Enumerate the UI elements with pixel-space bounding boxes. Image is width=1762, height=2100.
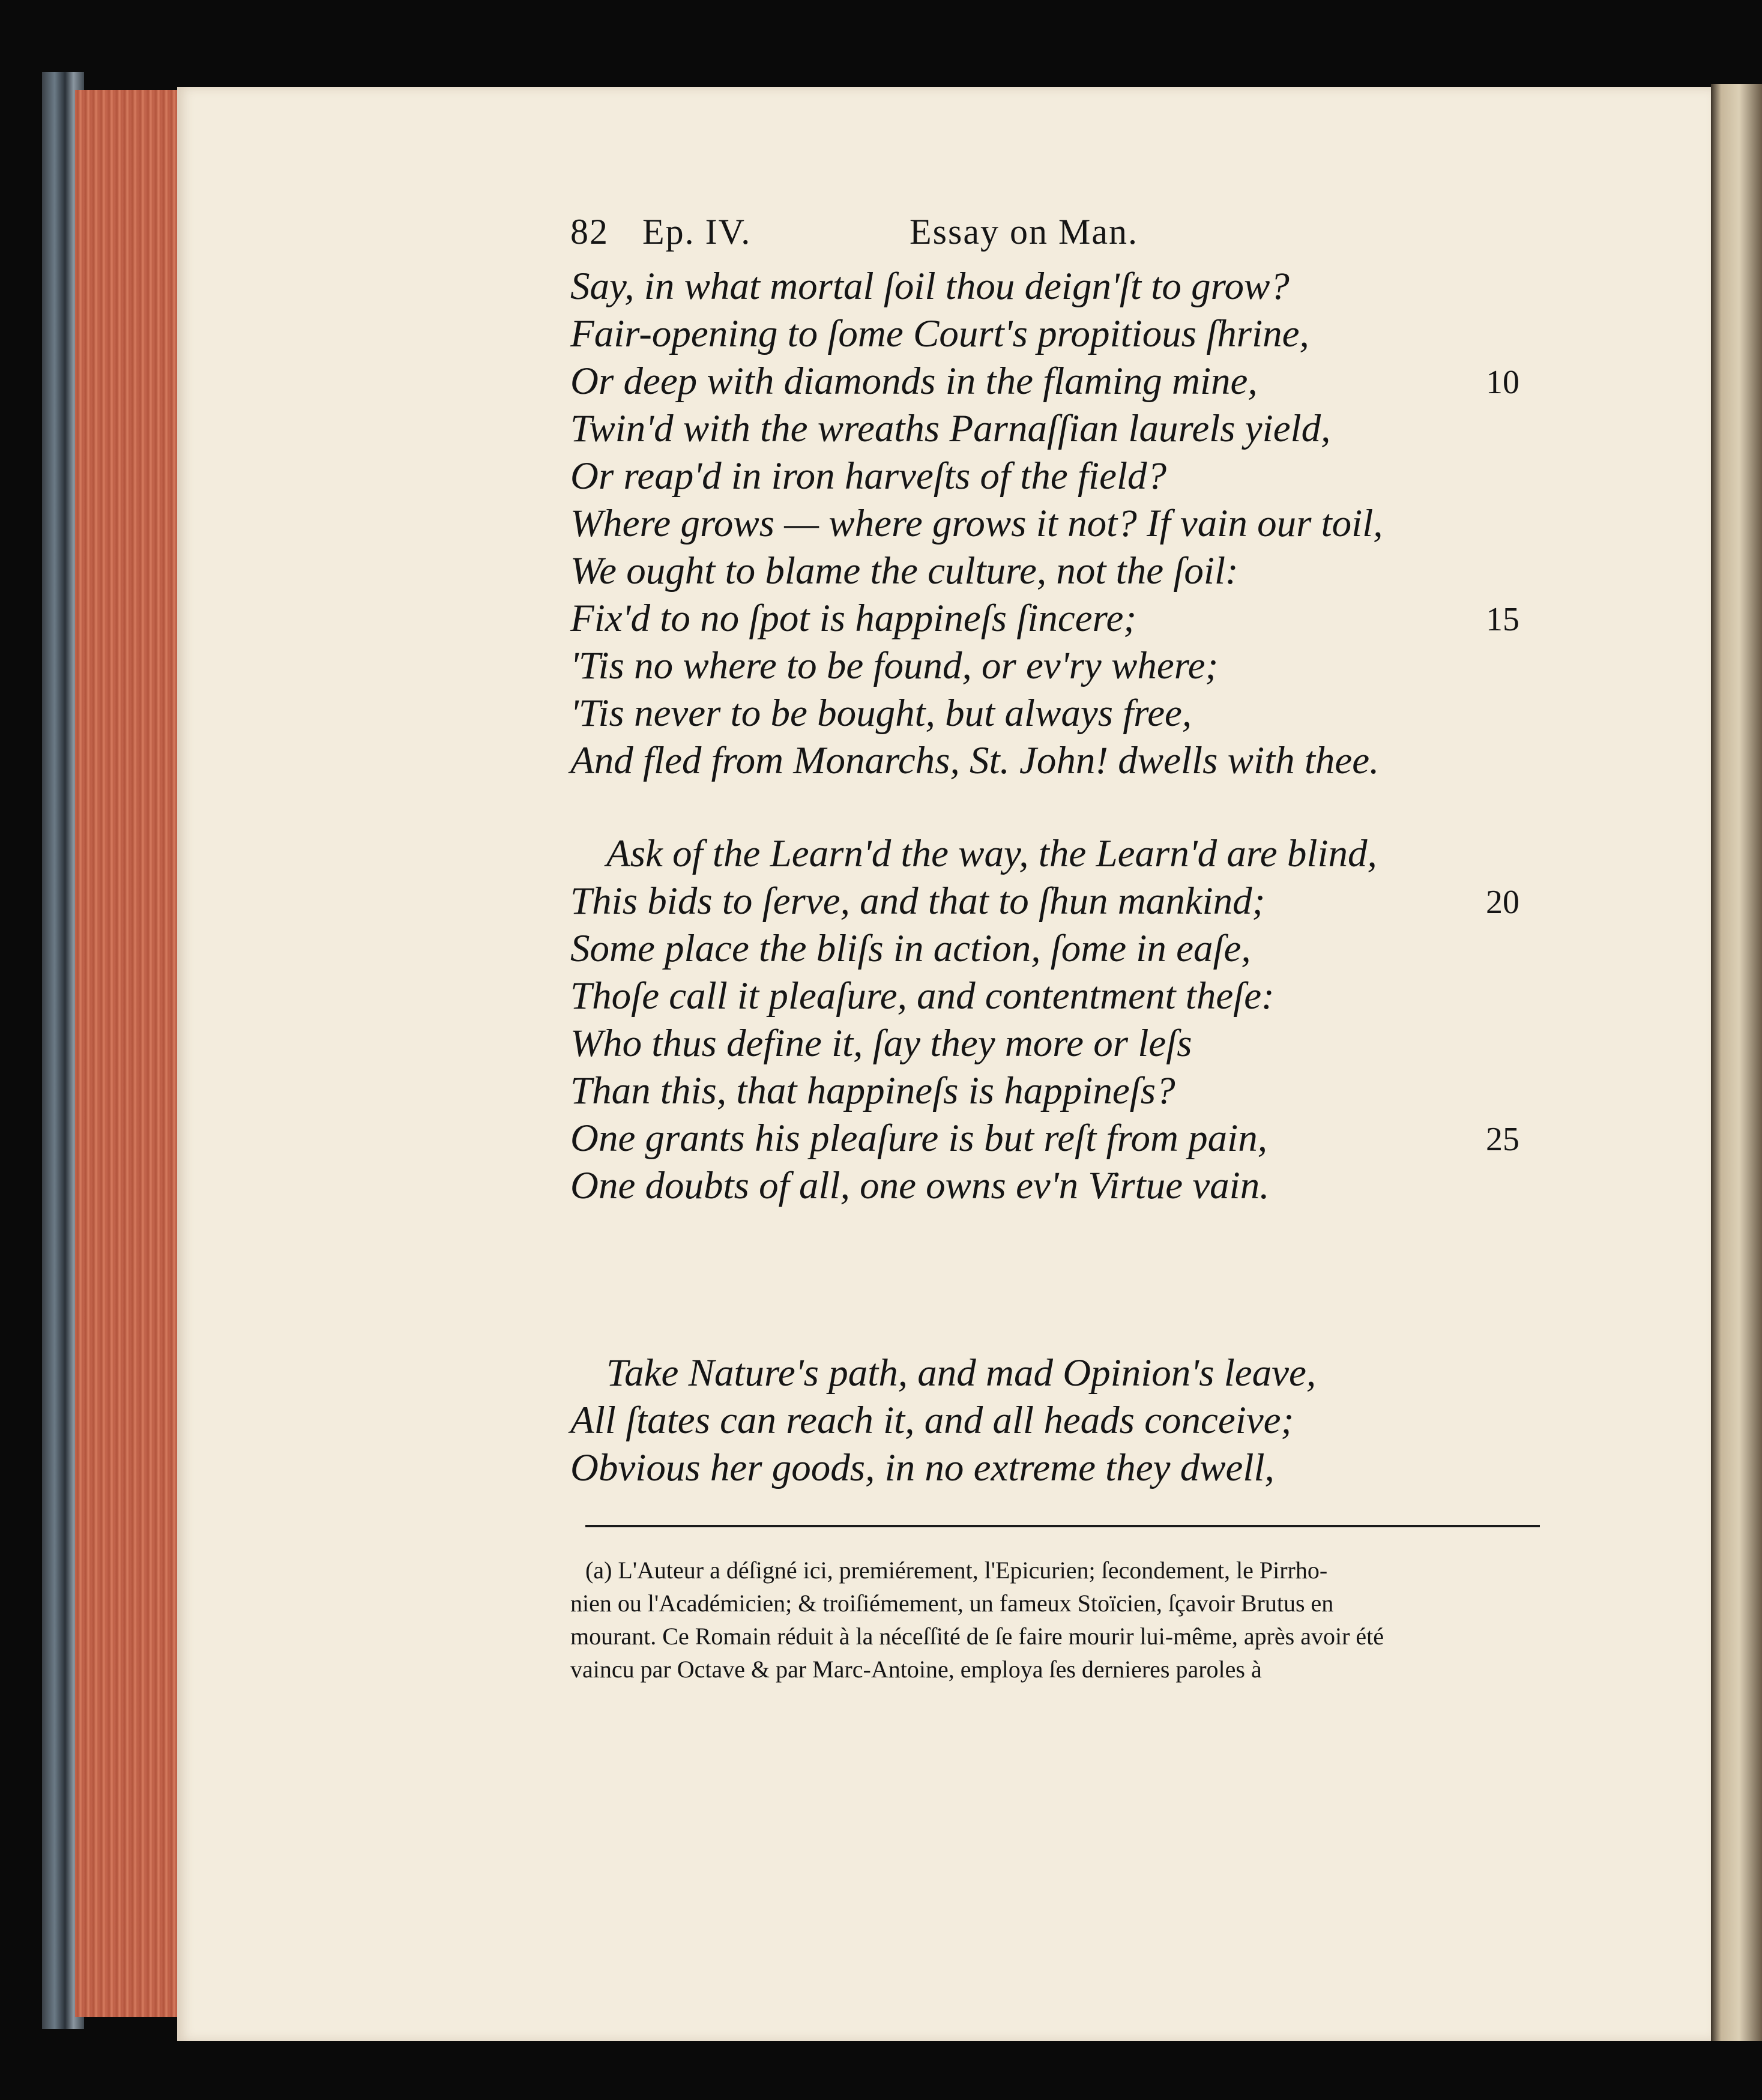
verse-line: All ſtates can reach it, and all heads conceive; (570, 1399, 1294, 1442)
book-title: Essay on Man. (910, 212, 1138, 252)
verse-line: And fled from Monarchs, St. John! dwells with thee. (570, 739, 1380, 782)
line-number: 25 (1486, 1121, 1519, 1158)
line-number: 10 (1486, 364, 1519, 401)
footnote-line: mourant. Ce Romain réduit à la néceſſité de ſe faire mourir lui-même, après avoir été (570, 1623, 1384, 1650)
verse-line: Fix'd to no ſpot is happineſs ſincere; (570, 597, 1137, 640)
verse-line: Or reap'd in iron harveſts of the field? (570, 454, 1167, 498)
verse-line: Twin'd with the wreaths Parnaſſian laurels yield, (570, 407, 1331, 450)
line-number: 15 (1486, 601, 1519, 638)
footnote-line: vaincu par Octave & par Marc-Antoine, employa ſes dernieres paroles à (570, 1656, 1262, 1683)
verse-line: Than this, that happineſs is happineſs? (570, 1069, 1175, 1112)
verse-line: This bids to ſerve, and that to ſhun mankind; (570, 880, 1266, 923)
verse-line: We ought to blame the culture, not the ſoil: (570, 549, 1239, 593)
footnote-line: nien ou l'Académicien; & troiſiémement, un fameux Stoïcien, ſçavoir Brutus en (570, 1590, 1334, 1617)
running-header (570, 211, 1543, 259)
verse-line: Thoſe call it pleaſure, and contentment theſe: (570, 974, 1275, 1018)
verse-line: One grants his pleaſure is but reſt from pain, (570, 1117, 1267, 1160)
verse-line: Who thus define it, ſay they more or leſs (570, 1022, 1192, 1065)
verse-line: Fair-opening to ſome Court's propitious ſhrine, (570, 312, 1309, 355)
verse-line: 'Tis never to be bought, but always free, (570, 692, 1192, 735)
verse-line: Say, in what mortal ſoil thou deign'ſt to grow? (570, 265, 1290, 308)
line-number: 20 (1486, 884, 1519, 921)
epistle-label: Ep. IV. (642, 212, 752, 252)
verse-line: 'Tis no where to be found, or ev'ry where; (570, 644, 1219, 687)
verse-line: One doubts of all, one owns ev'n Virtue vain. (570, 1164, 1270, 1207)
verse-line: Obvious her goods, in no extreme they dwell, (570, 1446, 1275, 1489)
page-number: 82 (570, 212, 609, 252)
footnote-line: (a) L'Auteur a déſigné ici, premiérement, l'Epicurien; ſecondement, le Pirrho- (585, 1557, 1328, 1584)
verse-line: Take Nature's path, and mad Opinion's leave, (606, 1351, 1317, 1395)
verse-line: Where grows — where grows it not? If vain our toil, (570, 502, 1383, 545)
verse-line: Ask of the Learn'd the way, the Learn'd are blind, (606, 832, 1377, 875)
footnote-rule (585, 1525, 1540, 1527)
verse-line: Or deep with diamonds in the flaming mine, (570, 360, 1258, 403)
verse-line: Some place the bliſs in action, ſome in eaſe, (570, 927, 1251, 970)
